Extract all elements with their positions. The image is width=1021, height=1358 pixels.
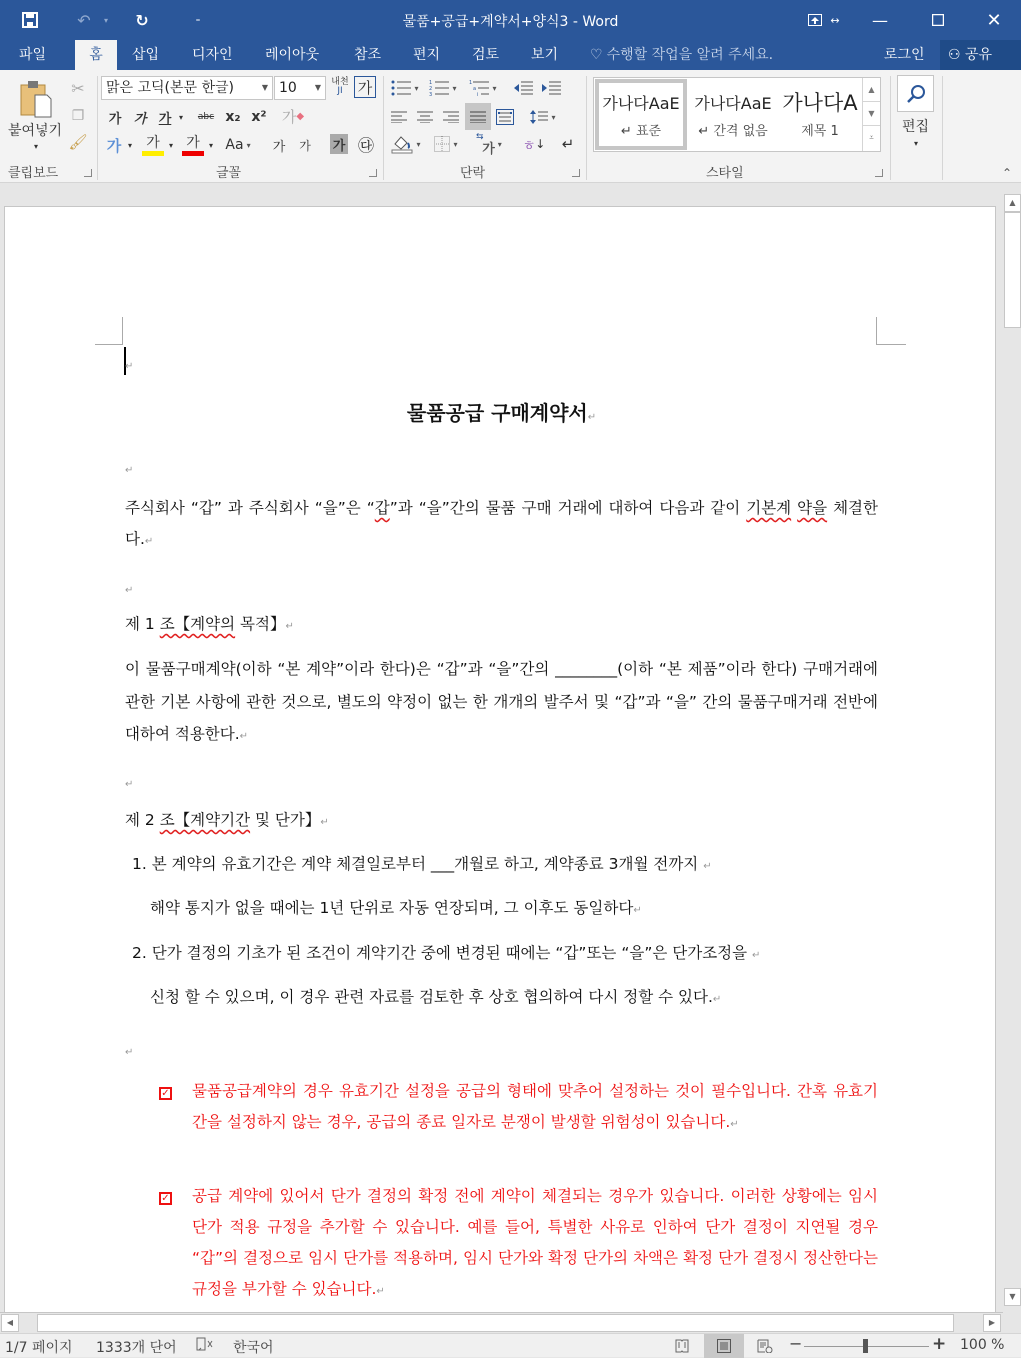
tab-home[interactable]: 홈	[75, 40, 117, 70]
editing-dropdown-icon[interactable]: ▾	[913, 138, 918, 148]
text-run: 주식회사 “갑” 과 주식회사 “을”은 “	[125, 499, 375, 517]
scroll-up-icon[interactable]: ▲	[1004, 194, 1021, 212]
character-border-icon[interactable]: 가	[354, 76, 376, 98]
format-painter-icon[interactable]: 🖌	[68, 133, 88, 151]
page-count[interactable]: 1/7 페이지	[5, 1340, 73, 1356]
font-size-box[interactable]	[274, 76, 326, 100]
document-title	[125, 397, 878, 426]
text-run: 제 1	[125, 615, 160, 633]
paste-label[interactable]: 붙여넣기	[7, 123, 63, 139]
sort-icon[interactable]: ㅎ ↓	[522, 137, 546, 154]
ribbon	[0, 70, 1021, 183]
style-name: ↵ 간격 없음	[698, 124, 768, 139]
person-icon: ⚇	[948, 47, 961, 63]
lightbulb-icon: ♡	[590, 47, 603, 63]
style-no-spacing[interactable]	[687, 79, 779, 150]
paste-dropdown-icon[interactable]: ▾	[33, 141, 38, 151]
align-right-icon[interactable]	[440, 106, 462, 128]
paragraph-mark: ↵	[125, 1047, 134, 1058]
horizontal-scroll-thumb[interactable]	[37, 1314, 954, 1332]
checkbox-icon: ✓	[159, 1192, 172, 1205]
text-run: 및 단가】	[250, 811, 321, 829]
align-center-icon[interactable]	[414, 106, 436, 128]
svg-text:a: a	[473, 86, 477, 92]
paragraph-mark: ↵	[125, 779, 134, 790]
styles-launcher-icon[interactable]	[875, 169, 883, 177]
character-shading-icon[interactable]: 가	[330, 134, 348, 154]
italic-icon[interactable]: 가	[133, 111, 147, 127]
text-run: 체결한다.	[125, 499, 878, 548]
article-2-item-1-cont	[150, 893, 903, 926]
redo-icon[interactable]: ↻	[135, 10, 149, 30]
spelling-error: 조【계약의	[159, 615, 236, 633]
svg-text:1: 1	[469, 80, 473, 86]
underline-icon[interactable]: 가	[158, 111, 172, 127]
margin-corner-marker	[876, 317, 906, 345]
multilevel-list-icon[interactable]: 1 a i ▾	[469, 80, 497, 96]
text-run: 1. 본 계약의 유효기간은 계약 체결일로부터 ___개월로 하고, 계약종료 3개월 전까지	[132, 855, 704, 873]
show-marks-icon[interactable]: ↵	[561, 135, 575, 153]
undo-dropdown-icon[interactable]: ▾	[103, 15, 108, 25]
group-divider	[942, 76, 943, 180]
clipboard-launcher-icon[interactable]	[84, 169, 92, 177]
style-preview: 가나다A	[782, 91, 858, 115]
paragraph-mark: ↵	[703, 861, 712, 872]
clipboard-group-label: 클립보드	[8, 166, 59, 181]
style-preview: 가나다AaE	[602, 94, 680, 113]
web-layout-icon[interactable]	[745, 1334, 785, 1358]
zoom-in-icon[interactable]: +	[932, 1334, 947, 1354]
numbering-icon[interactable]: 1 2 3 ▾	[429, 80, 457, 96]
customize-quick-access-icon[interactable]: ₌	[195, 15, 201, 25]
tab-review[interactable]: 검토	[472, 47, 500, 63]
paragraph-mark: ↵	[730, 1119, 739, 1130]
share-button[interactable]	[940, 40, 1021, 70]
font-color-icon[interactable]: 가	[182, 132, 204, 156]
article-2-heading	[125, 805, 878, 838]
paragraph-mark: ↵	[752, 950, 761, 961]
article-2-item-2-cont	[150, 982, 903, 1015]
bold-icon[interactable]: 가	[108, 111, 122, 127]
paragraph-group-label: 단락	[460, 166, 486, 181]
margin-corner-marker	[95, 317, 123, 345]
tab-view[interactable]: 보기	[531, 47, 559, 63]
paragraph-mark: ↵	[376, 1286, 385, 1297]
change-case-icon[interactable]: Aa ▾	[225, 137, 251, 153]
window-title: 물품+공급+계약서+양식3 - Word	[402, 14, 619, 30]
text-run: 제 2	[125, 811, 160, 829]
collapse-ribbon-icon[interactable]: ⌃	[1001, 166, 1013, 180]
grow-font-icon[interactable]: 가	[272, 139, 286, 155]
text-run: 목적】	[235, 615, 286, 633]
paragraph-mark: ↵	[320, 817, 329, 828]
tab-design[interactable]: 디자인	[192, 47, 233, 63]
font-name-value: 맑은 고딕(본문 한글)	[106, 80, 235, 96]
text-run: 2. 단가 결정의 기초가 된 조건이 계약기간 중에 변경된 때에는 “갑”또는 “을”은 단가조정을	[132, 944, 753, 962]
cut-icon[interactable]: ✂	[71, 78, 85, 98]
group-divider	[586, 76, 587, 180]
distributed-icon[interactable]	[494, 106, 516, 128]
horizontal-scrollbar[interactable]	[0, 1312, 1003, 1332]
text-direction-icon[interactable]: ⇆ 가 ▾	[476, 132, 502, 157]
article-1-body	[125, 653, 878, 754]
styles-scroll	[862, 78, 880, 151]
spelling-error: 갑	[374, 499, 390, 517]
tell-me-placeholder: 수행할 작업을 알려 주세요.	[606, 47, 774, 63]
svg-text:2: 2	[429, 86, 433, 92]
vertical-scroll-thumb[interactable]	[1004, 212, 1021, 328]
text-run: 신청 할 수 있으며, 이 경우 관련 자료를 검토한 후 상호 협의하여 다시 정할 수 있다.	[150, 988, 713, 1006]
paragraph-mark: ↵	[144, 536, 154, 547]
print-layout-icon[interactable]	[704, 1334, 744, 1358]
subscript-icon[interactable]: x₂	[225, 109, 241, 125]
title-bar	[0, 0, 1021, 40]
underline-dropdown-icon[interactable]: ▾	[178, 112, 183, 122]
justify-icon[interactable]	[465, 103, 491, 130]
proofing-icon[interactable]	[196, 1337, 214, 1355]
styles-scroll-down-icon[interactable]: ▼	[863, 102, 880, 126]
chevron-down-icon[interactable]: ▼	[314, 83, 321, 92]
minimize-icon[interactable]: —	[872, 10, 888, 30]
style-heading-1[interactable]	[774, 79, 866, 150]
language[interactable]: 한국어	[233, 1340, 274, 1356]
zoom-level[interactable]: 100 %	[960, 1337, 1005, 1353]
document-title-text: 물품공급 구매계약서	[406, 401, 588, 425]
align-left-icon[interactable]	[388, 106, 410, 128]
tab-references[interactable]: 참조	[354, 47, 382, 63]
vertical-scrollbar[interactable]	[1003, 184, 1021, 1312]
paste-icon[interactable]	[16, 76, 56, 122]
text-run: ”과 “을”간의 물품 구매 거래에 대하여 다음과 같이	[389, 499, 747, 517]
word-count[interactable]: 1333개 단어	[96, 1340, 177, 1356]
text-run: 해약 통지가 없을 때에는 1년 단위로 자동 연장되며, 그 이후도 동일하다	[150, 899, 634, 917]
style-normal[interactable]	[595, 79, 687, 150]
font-launcher-icon[interactable]	[369, 169, 377, 177]
zoom-slider-thumb[interactable]	[863, 1339, 868, 1353]
close-icon[interactable]: ✕	[986, 9, 1002, 31]
spelling-error: 기본계	[746, 499, 792, 517]
undo-icon[interactable]: ↶	[77, 10, 91, 30]
scroll-left-icon[interactable]: ◀	[1, 1314, 19, 1332]
strikethrough-icon[interactable]: abc	[197, 112, 215, 122]
font-name-box[interactable]	[101, 76, 273, 100]
ribbon-tabs	[0, 40, 1021, 70]
enclose-characters-icon[interactable]: ㉰	[357, 135, 374, 155]
phonetic-guide-icon[interactable]: 내천 JI	[331, 77, 349, 96]
paragraph-mark: ↵	[125, 585, 134, 596]
styles-more-icon[interactable]: ⩡	[869, 133, 874, 142]
scroll-right-icon[interactable]: ▶	[983, 1314, 1001, 1332]
shrink-font-icon[interactable]: 가	[299, 138, 311, 153]
document-area	[0, 184, 1003, 1312]
article-1-heading	[125, 609, 878, 642]
decrease-indent-icon[interactable]	[512, 78, 534, 98]
zoom-out-icon[interactable]: −	[789, 1334, 803, 1353]
borders-icon[interactable]: ▾	[428, 132, 464, 156]
group-divider	[890, 76, 891, 180]
group-divider	[383, 76, 384, 180]
svg-text:1: 1	[429, 80, 433, 86]
styles-gallery	[593, 77, 881, 152]
font-group-label: 글꼴	[216, 166, 242, 181]
read-mode-icon[interactable]	[662, 1334, 702, 1358]
article-2-item-2	[132, 938, 885, 971]
sign-in-link[interactable]: 로그인	[884, 47, 925, 63]
style-name: 제목 1	[801, 124, 839, 139]
font-color-dropdown-icon[interactable]: ▾	[208, 140, 213, 150]
styles-group-label: 스타일	[706, 166, 744, 181]
text-run: 물품공급계약의 경우 유효기간 설정을 공급의 형태에 맞추어 설정하는 것이 필수입니다. 간혹 유효기간을 설정하지 않는 경우, 공급의 종료 일자로 분쟁이 발생할 위험성이 있습니다.	[192, 1082, 878, 1131]
text-effects-dropdown-icon[interactable]: ▾	[127, 140, 132, 150]
note-1	[192, 1076, 878, 1140]
document-page[interactable]	[4, 206, 996, 1312]
clear-formatting-icon[interactable]: 가 ◆	[281, 107, 305, 126]
status-bar	[0, 1333, 1021, 1357]
increase-indent-icon[interactable]	[540, 78, 562, 98]
text-run: 공급 계약에 있어서 단가 결정의 확정 전에 계약이 체결되는 경우가 있습니다. 이러한 상황에는 임시 단가 적용 규정을 추가할 수 있습니다. 예를 들어, 특별한 사유로 인하여 단가 결정이 지연될 경우 “갑”의 결정으로 임시 단가를 적용하며, 임시 단가와 확정 단가의 차액은 확정 단가 결정시 정산한다는 규정을 부가할 수 있습니다.	[192, 1187, 878, 1298]
paragraph-mark: ↵	[285, 621, 294, 632]
article-2-item-1	[132, 849, 885, 882]
style-name: ↵ 표준	[620, 124, 662, 139]
spelling-error: 조【계약기간	[159, 811, 251, 829]
svg-text:i: i	[477, 92, 479, 96]
highlight-dropdown-icon[interactable]: ▾	[168, 140, 173, 150]
highlight-icon[interactable]: 가	[142, 132, 164, 156]
note-2	[192, 1181, 878, 1307]
styles-scroll-up-icon[interactable]: ▲	[863, 78, 880, 102]
maximize-icon[interactable]	[910, 0, 966, 40]
paragraph-mark: ↵	[125, 361, 134, 372]
superscript-icon[interactable]: x²	[251, 109, 267, 125]
svg-text:3: 3	[429, 92, 433, 96]
editing-label[interactable]: 편집	[901, 119, 930, 135]
tab-mailings[interactable]: 편지	[413, 47, 441, 63]
intro-paragraph	[125, 493, 878, 557]
line-spacing-icon[interactable]: ▾	[526, 106, 560, 128]
paragraph-launcher-icon[interactable]	[572, 169, 580, 177]
scroll-down-icon[interactable]: ▼	[1004, 1288, 1021, 1306]
share-label: 공유	[965, 47, 993, 63]
paragraph-mark: ↵	[712, 994, 722, 1005]
checkbox-icon: ✓	[159, 1087, 172, 1100]
paragraph-mark: ↵	[633, 905, 642, 916]
copy-icon[interactable]: ❐	[71, 108, 85, 124]
tab-insert[interactable]: 삽입	[132, 47, 160, 63]
paragraph-mark: ↵	[239, 731, 249, 742]
tell-me-box[interactable]	[590, 40, 773, 70]
group-divider	[97, 76, 98, 180]
tab-file[interactable]: 파일	[19, 47, 47, 63]
text-run: 이 물품구매계약(이하 “본 계약”이라 한다)은 “갑”과 “을”간의 ________(이하 “본 제품”이라 한다) 구매거래에 관한 기본 사항에 관한 것으로, 별도의 약정이 없는 한 개개의 발주서 및 “갑”과 “을” 간의 물품구매거래 전반에 대하여 적용한다.	[125, 660, 878, 743]
ribbon-display-options-icon[interactable]: ↔	[796, 0, 852, 40]
chevron-down-icon[interactable]: ▼	[261, 83, 268, 92]
font-size-value: 10	[279, 80, 297, 96]
paragraph-mark: ↵	[125, 465, 134, 476]
paragraph-mark: ↵	[587, 412, 597, 423]
style-preview: 가나다AaE	[694, 94, 772, 113]
shading-icon[interactable]: ▾	[388, 132, 424, 156]
spelling-error: 약을	[797, 499, 828, 517]
bullets-icon[interactable]: ▾	[388, 78, 422, 98]
find-icon[interactable]	[897, 75, 934, 112]
text-effects-icon[interactable]: 가	[106, 136, 122, 155]
tab-layout[interactable]: 레이아웃	[265, 47, 320, 63]
